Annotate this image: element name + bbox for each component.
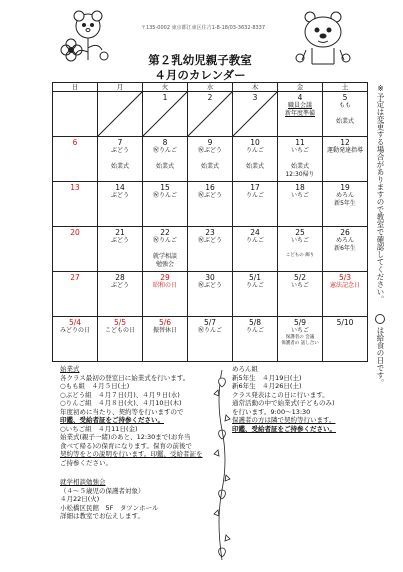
calendar-day-cell xyxy=(53,182,98,227)
calendar-day-cell xyxy=(278,317,323,362)
day-event: ぶどう xyxy=(110,147,129,154)
calendar-day-cell xyxy=(323,227,368,272)
calendar-day-cell xyxy=(278,92,323,137)
day-number: 6 xyxy=(72,138,78,147)
calendar-day-cell xyxy=(188,317,233,362)
day-number: 26 xyxy=(340,228,350,237)
notes-line: 保護者の方は隣で契約等行います。 xyxy=(232,416,336,424)
day-event xyxy=(278,245,322,253)
day-event: 新5年生 xyxy=(334,200,356,207)
day-event: いちご xyxy=(290,147,309,154)
day-event xyxy=(188,155,232,163)
notes-heading: 始業式 xyxy=(60,365,80,373)
day-number: 14 xyxy=(115,183,125,192)
notes-line: 食べて帰る)の保育になります。保育の前後で xyxy=(60,441,193,450)
weekday-header: 水 xyxy=(188,83,233,92)
calendar-day-cell xyxy=(98,227,143,272)
day-event: ㊗りんご xyxy=(197,327,222,334)
day-number: 12 xyxy=(340,138,350,147)
day-event: りんご xyxy=(245,147,264,154)
day-event: りんご xyxy=(245,327,264,334)
no-class-diagonal-line xyxy=(188,92,232,136)
notes-line: 新6年生 ４月26日(土) xyxy=(232,382,302,390)
lunch-circle-icon xyxy=(375,314,385,324)
day-event: めろん xyxy=(335,237,354,244)
day-number: 16 xyxy=(205,183,215,192)
calendar-day-cell xyxy=(143,182,188,227)
day-event: みどりの日 xyxy=(59,327,90,334)
calendar-day-cell xyxy=(98,317,143,362)
day-number: 5 xyxy=(342,93,348,102)
day-event: いちご xyxy=(290,192,309,199)
calendar-day-cell xyxy=(278,227,323,272)
calendar-day-cell xyxy=(53,137,98,182)
notes-line: 小松橋区民館 5F タツンホール xyxy=(60,503,159,512)
day-event: 始業式 xyxy=(155,163,174,170)
calendar-day-cell xyxy=(323,317,368,362)
strawberry-vine-illustration xyxy=(212,370,232,565)
melon-class-notes xyxy=(232,365,336,433)
notes-line: ○ぶどう組 ４月７日(月)、４月９日(水) xyxy=(60,390,180,399)
notes-line: （４～５歳児の保護者対象） xyxy=(60,486,145,495)
day-event: 12:30帰り xyxy=(285,171,315,178)
day-number: 18 xyxy=(295,183,305,192)
day-number: 15 xyxy=(160,183,170,192)
day-event: 新6年生 xyxy=(334,245,356,252)
side-note xyxy=(373,84,385,386)
day-event xyxy=(143,155,187,163)
calendar-day-cell xyxy=(143,272,188,317)
calendar-day-cell xyxy=(188,92,233,137)
calendar-day-cell xyxy=(188,227,233,272)
day-number: 24 xyxy=(250,228,260,237)
calendar-day-cell xyxy=(188,272,233,317)
day-event: 始業式 xyxy=(110,163,129,170)
calendar-day-cell xyxy=(98,137,143,182)
day-event: ㊗ぶどう xyxy=(197,192,222,199)
day-event: ㊗ぶどう xyxy=(197,147,222,154)
notes-heading: 就学相談勉強会 xyxy=(60,478,106,486)
calendar-day-cell xyxy=(98,182,143,227)
calendar-day-cell xyxy=(323,92,368,137)
calendar-day-cell xyxy=(233,92,278,137)
day-event: りんご xyxy=(245,237,264,244)
day-event xyxy=(278,155,322,163)
notes-line: を行います。9:00～13:30 xyxy=(232,407,311,416)
day-number: 25 xyxy=(295,228,305,237)
day-number: 1 xyxy=(162,93,168,102)
day-event: いちご xyxy=(290,237,309,244)
notes-line: ○りんご組 ４月８日(火)、４月10日(木) xyxy=(60,399,182,407)
notes-heading: めろん組 xyxy=(232,365,258,373)
weekday-header: 日 xyxy=(53,83,98,92)
day-event: ぶどう xyxy=(110,282,129,289)
calendar-week-row xyxy=(53,227,368,272)
day-number: 5/4 xyxy=(68,318,82,327)
calendar-day-cell xyxy=(53,92,98,137)
day-number: 19 xyxy=(340,183,350,192)
calendar-day-cell xyxy=(98,272,143,317)
calendar-day-cell xyxy=(323,272,368,317)
day-number: 9 xyxy=(207,138,213,147)
calendar-week-row xyxy=(53,92,368,137)
side-note-line2: は給食の日です。 xyxy=(376,326,385,387)
monthly-calendar xyxy=(52,82,368,362)
day-event: 勉強会 xyxy=(155,261,174,268)
day-number: 21 xyxy=(115,228,125,237)
day-number: 10 xyxy=(250,138,260,147)
calendar-day-cell xyxy=(233,272,278,317)
calendar-week-row xyxy=(53,137,368,182)
day-event: ぶどう xyxy=(110,192,129,199)
notes-line: 契約等をとの説明を行います。印鑑、受給者証を xyxy=(60,450,203,458)
day-event: 就学相談 xyxy=(152,253,177,260)
weekday-header: 土 xyxy=(323,83,368,92)
day-number: 5/10 xyxy=(336,318,354,327)
day-event: こどもの 飾り xyxy=(285,253,315,258)
day-event: 運動発達指導 xyxy=(326,147,363,154)
calendar-week-row xyxy=(53,272,368,317)
day-number: 8 xyxy=(162,138,168,147)
weekday-header: 木 xyxy=(233,83,278,92)
calendar-week-row xyxy=(53,317,368,362)
day-event: もも xyxy=(338,102,351,109)
day-number: 30 xyxy=(205,273,215,282)
no-class-diagonal-line xyxy=(233,92,277,136)
day-number: 17 xyxy=(250,183,260,192)
day-number: 22 xyxy=(160,228,170,237)
opening-ceremony-notes xyxy=(60,365,202,467)
calendar-day-cell xyxy=(233,317,278,362)
day-event: 保護者の 話し合い xyxy=(281,341,319,346)
notes-line: ○いちご組 ４月11日(金) xyxy=(60,424,138,433)
weekday-header: 月 xyxy=(98,83,143,92)
calendar-day-cell xyxy=(53,227,98,272)
calendar-day-cell xyxy=(233,137,278,182)
calendar-day-cell xyxy=(143,92,188,137)
day-event: りんご xyxy=(245,282,264,289)
calendar-day-cell xyxy=(188,137,233,182)
notes-line: ○もも組 ４月５日(土) xyxy=(60,382,130,390)
notes-line: ご持参ください。 xyxy=(60,458,112,467)
calendar-day-cell xyxy=(233,227,278,272)
notes-line: 詳細は教室でお伝えします。 xyxy=(60,512,144,520)
day-number: 23 xyxy=(205,228,215,237)
day-event xyxy=(98,155,142,163)
day-number: 28 xyxy=(115,273,125,282)
day-number: 2 xyxy=(207,93,213,102)
calendar-day-cell xyxy=(98,92,143,137)
day-number: 5/2 xyxy=(293,273,307,282)
day-event: 始業式 xyxy=(245,163,264,170)
day-number: 5/7 xyxy=(203,318,217,327)
weekday-header: 金 xyxy=(278,83,323,92)
day-number: 5/9 xyxy=(293,318,307,327)
notes-line: ４月22日(火) xyxy=(60,495,100,503)
day-event: めろん xyxy=(335,192,354,199)
day-event: 保護者の 会議 xyxy=(285,335,315,340)
notes-line: 新5年生 ４月19日(土) xyxy=(232,373,302,382)
day-event xyxy=(323,110,367,118)
calendar-day-cell xyxy=(233,182,278,227)
day-event: 昭和の日 xyxy=(152,282,177,289)
day-number: 7 xyxy=(117,138,123,147)
no-class-diagonal-line xyxy=(143,92,187,136)
day-event: ㊗りんご xyxy=(152,147,177,154)
day-event: りんご xyxy=(245,192,264,199)
day-number: 27 xyxy=(70,273,80,282)
day-number: 29 xyxy=(160,273,170,282)
day-number: 5/3 xyxy=(338,273,352,282)
day-event: ㊗ぶどう xyxy=(197,237,222,244)
day-event: 憲法記念日 xyxy=(329,282,360,289)
day-number: 5/6 xyxy=(158,318,172,327)
calendar-day-cell xyxy=(143,227,188,272)
side-note-line1: ※予定は変更する場合がありますので教室で確認してください。 xyxy=(376,84,385,303)
day-event: いちご xyxy=(290,282,309,289)
calendar-week-row xyxy=(53,182,368,227)
page-title: 第２乳幼児親子教室 xyxy=(148,53,252,67)
day-event: いちご xyxy=(290,327,309,334)
school-consult-notes xyxy=(60,478,159,521)
notes-line: クラス発表はこの日に行います。 xyxy=(232,390,329,399)
calendar-day-cell xyxy=(143,137,188,182)
day-number: 20 xyxy=(70,228,80,237)
day-number: 3 xyxy=(252,93,258,102)
day-number: 5/8 xyxy=(248,318,262,327)
calendar-day-cell xyxy=(143,317,188,362)
weekday-header: 火 xyxy=(143,83,188,92)
notes-line: 各クラス最初の登室日に始業式を行います。 xyxy=(60,373,190,382)
day-number: 5/5 xyxy=(113,318,127,327)
calendar-day-cell xyxy=(278,182,323,227)
day-event: 新年度準備 xyxy=(284,110,315,117)
calendar-day-cell xyxy=(278,272,323,317)
day-event: こどもの日 xyxy=(104,327,135,334)
day-number: 13 xyxy=(70,183,80,192)
calendar-day-cell xyxy=(53,317,98,362)
calendar-day-cell xyxy=(53,272,98,317)
day-event: ㊗りんご xyxy=(152,237,177,244)
notes-line: 印鑑、受給者証をご持参ください。 xyxy=(232,424,336,433)
day-event xyxy=(143,245,187,253)
notes-line: 年度初めに当たり、契約等を行いますので xyxy=(60,407,184,416)
school-address: 〒135-0002 東京都江東区住吉1-8-18/03-3632-8337 xyxy=(140,25,266,31)
calendar-day-cell xyxy=(188,182,233,227)
day-event: ぶどう xyxy=(110,237,129,244)
day-event: ㊗ぶどう xyxy=(197,282,222,289)
calendar-day-cell xyxy=(323,137,368,182)
day-event: 職員会議 xyxy=(287,102,312,109)
calendar-day-cell xyxy=(323,182,368,227)
weekday-header-row xyxy=(53,83,368,92)
calendar-subtitle: ４月のカレンダー xyxy=(154,68,246,82)
calendar-day-cell xyxy=(278,137,323,182)
day-event xyxy=(233,155,277,163)
notes-line: 通常活動の中で始業式(子どものみ) xyxy=(232,399,335,407)
day-event: 始業式 xyxy=(290,163,309,170)
no-class-diagonal-line xyxy=(98,92,142,136)
day-event: 始業式 xyxy=(200,163,219,170)
day-event: 始業式 xyxy=(335,118,354,125)
day-event: ㊗りんご xyxy=(152,192,177,199)
day-number: 4 xyxy=(297,93,303,102)
notes-line: 印鑑、受給者証をご持参ください。 xyxy=(60,416,164,424)
day-number: 11 xyxy=(295,138,305,147)
day-number: 5/1 xyxy=(248,273,262,282)
day-event: 振替休日 xyxy=(152,327,177,334)
notes-line: 始業式(親子一緒)のあと、12:30まで(お弁当 xyxy=(60,433,191,441)
